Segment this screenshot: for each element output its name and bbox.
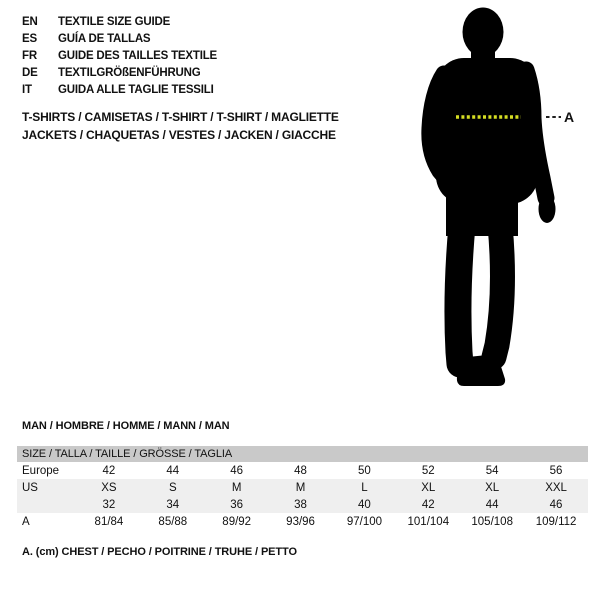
size-cell: 42 — [421, 498, 435, 511]
language-row — [22, 64, 217, 81]
table-row — [17, 513, 588, 530]
size-cell: 44 — [166, 464, 180, 477]
size-cell: 81/84 — [94, 515, 124, 528]
measure-label-a: A — [564, 109, 575, 125]
language-label: GUIDA ALLE TAGLIE TESSILI — [58, 83, 214, 96]
language-row — [22, 81, 217, 98]
size-cell: 38 — [294, 498, 307, 511]
table-row — [17, 462, 588, 479]
size-cell: 34 — [166, 498, 180, 511]
size-cell: 32 — [102, 498, 116, 511]
size-cell: XL — [421, 481, 436, 494]
size-table — [17, 446, 588, 530]
language-row — [22, 47, 217, 64]
category-line-jackets: JACKETS / CHAQUETAS / VESTES / JACKEN / GIACCHE — [22, 127, 336, 142]
size-cell: 93/96 — [286, 515, 315, 528]
size-cell: 46 — [549, 498, 563, 511]
row-label — [17, 496, 77, 513]
language-list — [22, 13, 217, 98]
size-cell: 48 — [294, 464, 307, 477]
size-cell: XL — [485, 481, 500, 494]
size-cell: XS — [101, 481, 117, 494]
footnote-chest-measure: A. (cm) CHEST / PECHO / POITRINE / TRUHE / PETTO — [22, 546, 297, 558]
table-row — [17, 496, 588, 513]
size-cell: 42 — [102, 464, 116, 477]
language-code: IT — [22, 83, 32, 96]
category-lines — [22, 109, 339, 144]
size-cell: 109/112 — [535, 515, 577, 528]
size-cell: 56 — [549, 464, 563, 477]
size-table-body — [17, 462, 588, 530]
row-label: A — [22, 515, 30, 528]
section-title-man: MAN / HOMBRE / HOMME / MANN / MAN — [22, 420, 230, 432]
size-cell: 89/92 — [222, 515, 252, 528]
language-row — [22, 13, 217, 30]
row-label: US — [22, 481, 38, 494]
size-cell: 40 — [358, 498, 371, 511]
row-label: Europe — [22, 464, 60, 477]
category-line-tshirts: T-SHIRTS / CAMISETAS / T-SHIRT / T-SHIRT / MAGLIETTE — [22, 110, 339, 124]
language-code: DE — [22, 66, 38, 79]
size-cell: 54 — [485, 464, 499, 477]
size-cell: 85/88 — [158, 515, 188, 528]
size-cell: 36 — [230, 498, 244, 511]
size-cell: 105/108 — [471, 515, 513, 528]
size-cell: 46 — [230, 464, 244, 477]
language-code: ES — [22, 32, 37, 45]
table-row — [17, 479, 588, 496]
size-cell: 101/104 — [407, 515, 450, 528]
size-table-header: SIZE / TALLA / TAILLE / GRÖSSE / TAGLIA — [17, 446, 588, 462]
size-cell: 44 — [485, 498, 499, 511]
language-row — [22, 30, 217, 47]
male-silhouette-figure — [400, 0, 600, 400]
language-code: EN — [22, 15, 38, 28]
language-code: FR — [22, 49, 37, 62]
language-label: TEXTILE SIZE GUIDE — [58, 15, 171, 28]
size-cell: M — [231, 481, 242, 494]
size-cell: 52 — [421, 464, 435, 477]
size-cell: S — [168, 481, 177, 494]
size-table-header-row — [17, 446, 588, 462]
language-label: GUIDE DES TAILLES TEXTILE — [58, 49, 217, 62]
size-cell: M — [295, 481, 306, 494]
male-silhouette-icon — [400, 0, 600, 400]
language-label: GUÍA DE TALLAS — [58, 32, 151, 45]
size-cell: XXL — [545, 481, 567, 494]
size-cell: L — [361, 481, 368, 494]
size-cell: 50 — [358, 464, 371, 477]
size-cell: 97/100 — [346, 515, 383, 528]
language-label: TEXTILGRÖßENFÜHRUNG — [58, 66, 201, 79]
